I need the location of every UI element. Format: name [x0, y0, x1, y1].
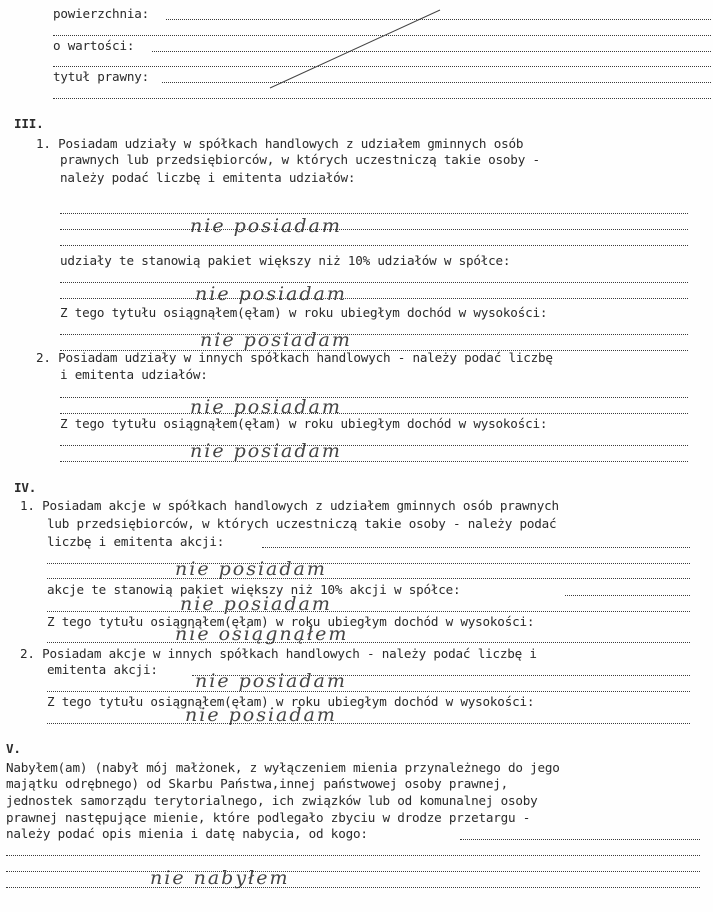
fill-line: [60, 461, 688, 462]
iv-item1-text: liczbę i emitenta akcji:: [47, 534, 225, 549]
label-powierzchnia: powierzchnia:: [53, 6, 149, 21]
iii-item1-text: prawnych lub przedsiębiorców, w których uczestniczą takie osoby -: [60, 152, 540, 167]
handwritten-answer: nie posiadam: [190, 396, 342, 418]
iii-item1-text: 1. Posiadam udziały w spółkach handlowych z udziałem gminnych osób: [36, 136, 524, 151]
fill-line: [6, 871, 700, 872]
fill-line: [60, 213, 688, 214]
v-text: Nabyłem(am) (nabył mój małżonek, z wyłączeniem mienia przynależnego do jego: [6, 760, 560, 775]
iv-dochod2-text: Z tego tytułu osiągnąłem(ęłam) w roku ubiegłym dochód w wysokości:: [47, 694, 535, 709]
v-text: majątku odrębnego) od Skarbu Państwa,innej państwowej osoby prawnej,: [6, 776, 508, 791]
fill-line: [47, 578, 690, 579]
iii-item1-text: należy podać liczbę i emitenta udziałów:: [60, 170, 356, 185]
handwritten-answer: nie posiadam: [180, 593, 332, 615]
iv-item2-text: emitenta akcji:: [47, 662, 158, 677]
label-wartosc: o wartości:: [53, 38, 135, 53]
handwritten-answer: nie posiadam: [195, 670, 347, 692]
fill-line: [60, 229, 688, 230]
handwritten-answer: nie nabyłem: [150, 867, 290, 889]
section-heading-iv: IV.: [14, 480, 37, 495]
iv-item1-text: 1. Posiadam akcje w spółkach handlowych z udziałem gminnych osób prawnych: [20, 498, 559, 513]
handwritten-answer: nie posiadam: [185, 704, 337, 726]
iv-item2-text: 2. Posiadam akcje w innych spółkach handlowych - należy podać liczbę i: [20, 646, 537, 661]
iv-dochod-text: Z tego tytułu osiągnąłem(ęłam) w roku ubiegłym dochód w wysokości:: [47, 614, 535, 629]
fill-line: [565, 595, 690, 596]
handwritten-answer: nie posiadam: [195, 283, 347, 305]
iii-item2-text: i emitenta udziałów:: [60, 367, 208, 382]
iii-dochod-text: Z tego tytułu osiągnąłem(ęłam) w roku ubiegłym dochód w wysokości:: [60, 305, 548, 320]
v-text: jednostek samorządu terytorialnego, ich związków lub od komunalnej osoby: [6, 793, 538, 808]
iii-pakiet-text: udziały te stanowią pakiet większy niż 10% udziałów w spółce:: [60, 253, 511, 268]
iv-pakiet-text: akcje te stanowią pakiet większy niż 10% akcji w spółce:: [47, 582, 461, 597]
fill-line: [460, 839, 700, 840]
v-text: należy podać opis mienia i datę nabycia, od kogo:: [6, 826, 368, 841]
fill-line: [47, 691, 690, 692]
fill-line: [47, 642, 690, 643]
iv-item1-text: lub przedsiębiorców, w których uczestniczą takie osoby - należy podać: [47, 516, 557, 531]
fill-line: [47, 723, 690, 724]
handwritten-answer: nie posiadam: [190, 440, 342, 462]
fill-line: [60, 445, 688, 446]
fill-line: [60, 413, 688, 414]
fill-line: [60, 397, 688, 398]
section-heading-v: V.: [6, 741, 21, 756]
iii-dochod2-text: Z tego tytułu osiągnąłem(ęłam) w roku ubiegłym dochód w wysokości:: [60, 416, 548, 431]
fill-line: [60, 282, 688, 283]
fill-line: [60, 298, 688, 299]
fill-line: [60, 245, 688, 246]
fill-line: [60, 334, 688, 335]
handwritten-answer: nie posiadam: [175, 558, 327, 580]
label-tytul-prawny: tytuł prawny:: [53, 69, 149, 84]
handwritten-answer: nie posiadam: [190, 215, 342, 237]
handwritten-answer: nie osiągnąłem: [175, 623, 349, 645]
fill-line: [6, 887, 700, 888]
fill-line: [6, 855, 700, 856]
fill-line: [47, 563, 690, 564]
iii-item2-text: 2. Posiadam udziały w innych spółkach handlowych - należy podać liczbę: [36, 350, 553, 365]
handwritten-answer: nie posiadam: [200, 329, 352, 351]
fill-line: [262, 547, 690, 548]
fill-line: [47, 611, 690, 612]
section-heading-iii: III.: [14, 116, 44, 131]
v-text: prawnej następujące mienie, które podlegało zbyciu w drodze przetargu -: [6, 810, 531, 825]
strike-through-diagonal: [0, 0, 713, 120]
